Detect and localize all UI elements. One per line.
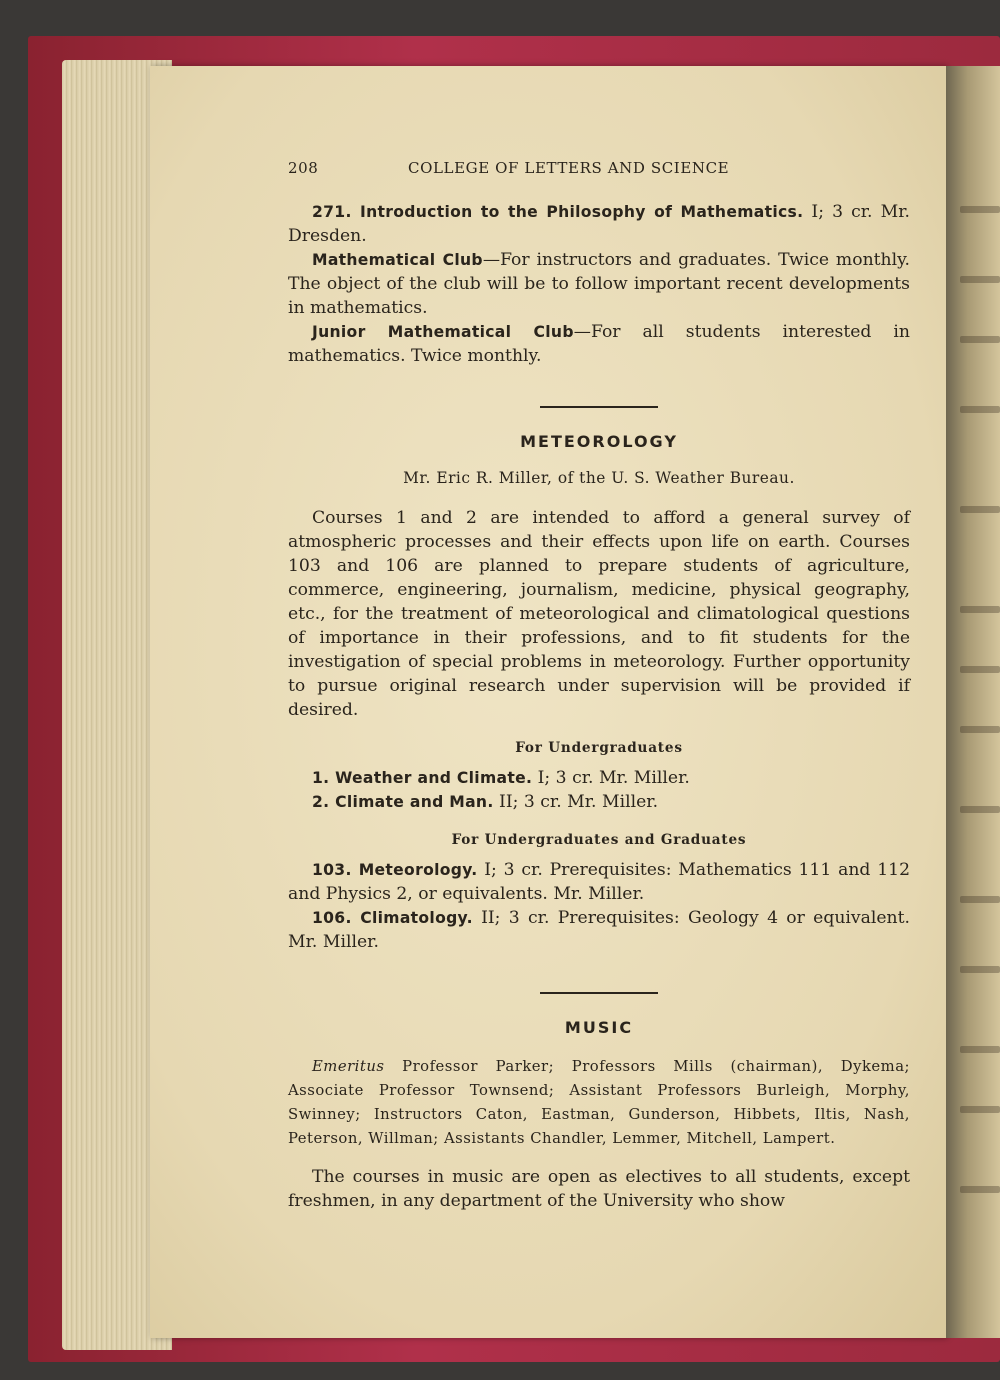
running-head [288,156,910,180]
club-title: Mathematical Club [312,251,483,269]
meteorology-intro: Courses 1 and 2 are intended to afford a general survey of atmospheric processes and their effects upon life on earth. Courses 103 and 106 are planned to prepare students of agriculture, commerce, engineering, journalism, medicine, physical geography, etc., for the treatment of meteorological and climatological questions of importance in their professions, and to fit students for the investigation of special problems in meteorology. Further opportunity to pursue original research under supervision will be provided if desired. [288,508,910,720]
meteorology-heading: METEOROLOGY [520,432,678,451]
junior-club-details: —For all students interested in mathematics. Twice monthly. [288,322,910,366]
course-title: 271. Introduction to the Philosophy of Mathematics. [312,203,804,221]
running-title: COLLEGE OF LETTERS AND SCIENCE [408,159,730,177]
course-entry [288,200,910,248]
course-entry [288,858,910,906]
course-entry [288,906,910,954]
page-number: 208 [288,159,319,177]
course-details: I; 3 cr. Mr. Miller. [532,768,690,788]
course-entry [288,766,910,790]
course-title: 106. Climatology. [312,909,473,927]
undergrad-subheading: For Undergraduates [515,740,683,756]
course-entry [288,790,910,814]
junior-club-entry [288,320,910,368]
music-intro: The courses in music are open as electives to all students, except freshmen, in any department of the University who show [288,1166,910,1211]
course-title: 1. Weather and Climate. [312,769,533,787]
section-divider [540,992,658,994]
section-divider [540,406,658,408]
club-entry [288,248,910,320]
emeritus-label: Emeritus [312,1057,385,1075]
course-title: 103. Meteorology. [312,861,478,879]
club-details: —For instructors and graduates. Twice monthly. The object of the club will be to follow important recent developments in mathematics. [288,250,910,318]
music-heading: MUSIC [564,1018,634,1037]
course-title: 2. Climate and Man. [312,793,494,811]
junior-club-title: Junior Mathematical Club [312,323,574,341]
meteorology-staff: Mr. Eric R. Miller, of the U. S. Weather Bureau. [403,469,795,487]
music-staff [288,1055,910,1151]
page-content [288,156,910,1213]
course-details: I; 3 cr. Prerequisites: Mathematics 111 and 112 and Physics 2, or equivalents. Mr. Miller. [288,860,911,904]
music-staff-list: Professor Parker; Professors Mills (chairman), Dykema; Associate Professor Townsend; Assistant Professors Burleigh, Morphy, Swinney; Instructors Caton, Eastman, Gunderson, Hibbets, Iltis, Nash, Peterson, Willman; Assistants Chandler, Lemmer, Mitchell, Lampert. [288,1057,910,1147]
course-details: I; 3 cr. Mr. Dresden. [288,202,910,246]
adjacent-page [946,66,1000,1338]
grad-subheading: For Undergraduates and Graduates [451,832,747,848]
course-details: II; 3 cr. Mr. Miller. [493,792,659,812]
course-details: II; 3 cr. Prerequisites: Geology 4 or equivalent. Mr. Miller. [288,908,910,952]
